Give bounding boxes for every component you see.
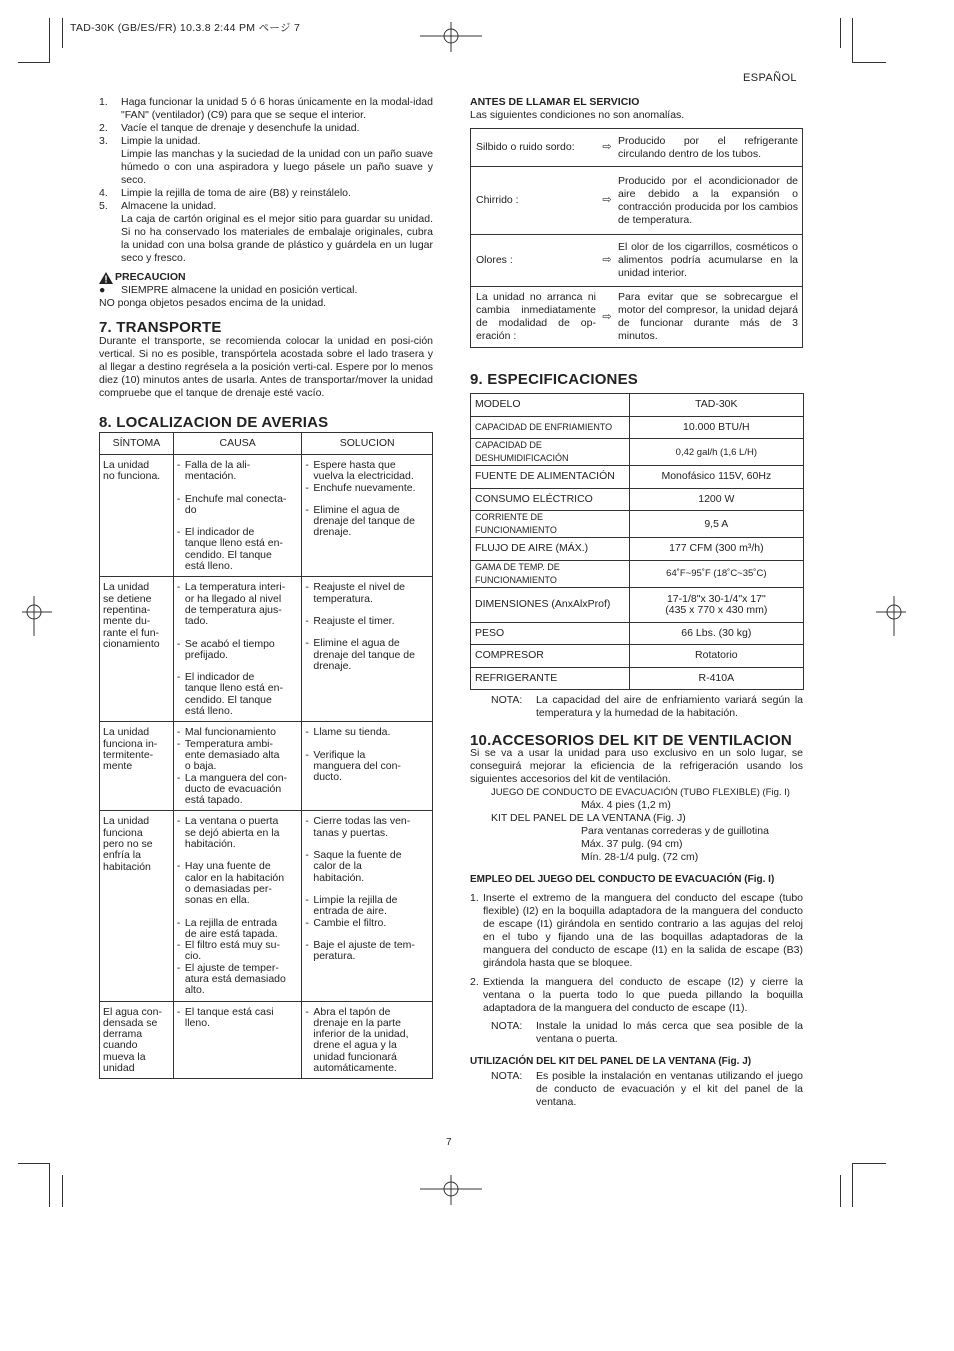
table-row	[100, 722, 433, 811]
window-kit-for: Para ventanas correderas y de guillotina	[581, 825, 769, 837]
duct-kit-max: Máx. 4 pies (1,2 m)	[581, 799, 671, 811]
service-row	[471, 129, 802, 167]
solution-item: - Reajuste el timer.	[305, 616, 429, 627]
service-title: ANTES DE LLAMAR EL SERVICIO	[470, 96, 640, 108]
solutions-list	[305, 582, 429, 672]
spec-name: CONSUMO ELÉCTRICO	[471, 488, 630, 511]
window-note-text: Es posible la instalación en ventanas utilizando el juego de conducto de evacuación y el kit del panel de la ventana.	[536, 1070, 803, 1108]
service-explanation: Para evitar que se sobrecargue el motor del compresor, la unidad dejará de funcionar durante más de 3 minutos.	[618, 291, 798, 342]
solution-cell	[302, 577, 433, 722]
solutions-list	[305, 460, 429, 539]
spec-value: 1200 W	[629, 488, 803, 511]
table-row	[471, 416, 804, 439]
crop-mark	[62, 1175, 63, 1207]
print-header: TAD-30K (GB/ES/FR) 10.3.8 2:44 PM ページ 7	[70, 22, 301, 34]
solution-item: - Abra el tapón de drenaje en la parte inferior de la unidad, drene el agua y la unidad funcionará automáticamente.	[305, 1007, 429, 1075]
step-text: Limpie la unidad. Limpie las manchas y la suciedad de la unidad con un paño suave húmedo o con una aspiradora y luego pásele un paño suave y seco.	[121, 135, 433, 186]
cause-cell	[173, 1001, 302, 1079]
cause-cell	[173, 577, 302, 722]
service-row	[471, 167, 802, 235]
registration-mark-icon	[420, 1175, 482, 1205]
specs-title: 9. ESPECIFICACIONES	[470, 371, 639, 388]
list-item	[99, 135, 433, 187]
step-text: Haga funcionar la unidad 5 ó 6 horas únicamente en la modal-idad "FAN" (ventilador) (C9) para que se seque el interior.	[121, 96, 433, 121]
spec-name: DIMENSIONES (AnxAlxProf)	[471, 587, 630, 622]
arrow-icon: ⇨	[602, 194, 612, 206]
spec-value: Rotatorio	[629, 645, 803, 668]
caution-bullet: ● SIEMPRE almacene la unidad en posición vertical.	[99, 284, 358, 296]
list-item	[99, 122, 433, 135]
duct-use-title: EMPLEO DEL JUEGO DEL CONDUCTO DE EVACUACIÓN (Fig. I)	[470, 874, 775, 885]
table-row	[471, 622, 804, 645]
table-row	[100, 455, 433, 577]
list-item	[470, 976, 803, 1015]
table-row	[471, 645, 804, 668]
step-number: 1.	[470, 892, 479, 904]
causes-list	[177, 727, 299, 806]
crop-mark	[62, 18, 63, 48]
language-label: ESPAÑOL	[743, 72, 797, 84]
troubleshoot-title: 8. LOCALIZACION DE AVERIAS	[99, 414, 329, 431]
table-row	[471, 394, 804, 417]
left-column	[99, 96, 433, 1079]
duct-kit-label: JUEGO DE CONDUCTO DE EVACUACIÓN (TUBO FLEXIBLE) (Fig. I)	[491, 787, 790, 798]
step-text: Extienda la manguera del conducto de escape (I2) y cierre la ventana o la puerta todo lo que pueda pillando la boquilla adaptadora de la manguera del conducto de escape (I1).	[483, 976, 803, 1014]
cause-item: - La ventana o puerta se dejó abierta en la habitación.	[177, 816, 299, 850]
right-column	[470, 96, 803, 1109]
solution-item: - Enchufe nuevamente.	[305, 483, 429, 494]
spec-name: CAPACIDAD DE ENFRIAMIENTO	[471, 416, 630, 439]
table-row	[471, 560, 804, 587]
symptom-cell: La unidad funciona pero no se enfría la habitación	[100, 811, 174, 1001]
spec-name: CORRIENTE DE FUNCIONAMIENTO	[471, 511, 630, 538]
crop-mark	[840, 1175, 841, 1207]
symptom-cell: La unidad se detiene repentina- mente du- rante el fun- cionamiento	[100, 577, 174, 722]
specs-table	[470, 393, 804, 690]
service-explanation: Producido por el refrigerante circulando dentro de los tubos.	[618, 134, 798, 160]
service-condition: Chirrido :	[476, 194, 519, 206]
spec-value: TAD-30K	[629, 394, 803, 417]
solution-item: - Saque la fuente de calor de la habitación.	[305, 850, 429, 884]
cause-item: - El ajuste de temper- atura está demasiado alto.	[177, 963, 299, 997]
solutions-list	[305, 1007, 429, 1075]
spec-value: 66 Lbs. (30 kg)	[629, 622, 803, 645]
table-row	[100, 811, 433, 1001]
table-row	[471, 439, 804, 466]
step-text: Almacene la unidad. La caja de cartón original es el mejor sitio para guardar su unidad. Si no ha conservado los materiales de embalaje originales, cubra la unidad con una bolsa grande de plástico y guárdela en un lugar seco y fresco.	[121, 200, 433, 264]
service-row	[471, 235, 802, 287]
solution-cell	[302, 722, 433, 811]
causes-list	[177, 816, 299, 996]
cause-item: - La manguera del con- ducto de evacuación está tapado.	[177, 773, 299, 807]
solution-item: - Elimine el agua de drenaje del tanque de drenaje.	[305, 638, 429, 672]
cause-cell	[173, 455, 302, 577]
step-number: 5.	[99, 200, 108, 212]
symptom-cell: La unidad no funciona.	[100, 455, 174, 577]
service-table	[470, 128, 803, 348]
cause-item: - Temperatura ambi- ente demasiado alta o baja.	[177, 739, 299, 773]
caution-bullet-text: SIEMPRE almacene la unidad en posición vertical.	[121, 284, 358, 296]
solutions-list	[305, 816, 429, 962]
solution-cell	[302, 1001, 433, 1079]
spec-name: FLUJO DE AIRE (MÁX.)	[471, 538, 630, 561]
table-row	[100, 577, 433, 722]
solution-item: - Baje el ajuste de tem- peratura.	[305, 940, 429, 963]
solution-item: - Limpie la rejilla de entrada de aire.	[305, 895, 429, 918]
accessories-title: 10.ACCESORIOS DEL KIT DE VENTILACION	[470, 732, 792, 749]
table-row	[471, 488, 804, 511]
causes-list	[177, 582, 299, 717]
crop-mark	[49, 1163, 50, 1207]
list-item	[470, 892, 803, 970]
solution-item: - Cambie el filtro.	[305, 918, 429, 929]
col-header-cause: CAUSA	[173, 433, 302, 455]
list-item	[99, 96, 433, 122]
arrow-icon: ⇨	[602, 254, 612, 266]
warning-icon	[99, 272, 113, 284]
solution-item: - Espere hasta que vuelva la electricidad.	[305, 460, 429, 483]
crop-mark	[852, 62, 886, 63]
storage-steps	[99, 96, 433, 265]
table-row	[471, 587, 804, 622]
cause-item: - La temperatura interi- or ha llegado al nivel de temperatura ajus- tado.	[177, 582, 299, 627]
window-kit-min: Mín. 28-1/4 pulg. (72 cm)	[581, 851, 699, 863]
caution-heading	[99, 271, 433, 284]
cause-item: - Mal funcionamiento	[177, 727, 299, 738]
solution-item: - Reajuste el nivel de temperatura.	[305, 582, 429, 605]
registration-mark-icon	[420, 22, 482, 52]
registration-mark-icon	[22, 596, 52, 636]
spec-value: 0,42 gal/h (1,6 L/H)	[629, 439, 803, 466]
specs-note	[470, 694, 803, 720]
cause-item: - El tanque está casi lleno.	[177, 1007, 299, 1030]
cause-item: - El indicador de tanque lleno está en- cendido. El tanque está lleno.	[177, 672, 299, 717]
window-note	[470, 1070, 803, 1109]
crop-mark	[852, 18, 853, 62]
window-use-title: UTILIZACIÓN DEL KIT DEL PANEL DE LA VENTANA (Fig. J)	[470, 1056, 752, 1067]
list-item	[99, 200, 433, 265]
spec-value: R-410A	[629, 667, 803, 690]
list-item	[99, 187, 433, 200]
solution-cell	[302, 455, 433, 577]
caution-title: PRECAUCION	[115, 271, 186, 283]
arrow-icon: ⇨	[602, 141, 612, 153]
cause-item: - La rejilla de entrada de aire está tapada.	[177, 918, 299, 941]
crop-mark	[18, 1163, 50, 1164]
cause-item: - Hay una fuente de calor en la habitación o demasiadas per- sonas en ella.	[177, 861, 299, 906]
page-number: 7	[446, 1137, 452, 1148]
registration-mark-icon	[876, 596, 906, 636]
duct-note-text: Instale la unidad lo más cerca que sea posible de la ventana o puerta.	[536, 1020, 803, 1045]
cause-item: - Enchufe mal conecta- do	[177, 494, 299, 517]
crop-mark	[852, 1163, 853, 1207]
duct-note-label: NOTA:	[491, 1020, 523, 1032]
step-number: 3.	[99, 135, 108, 147]
solution-item: - Cierre todas las ven- tanas y puertas.	[305, 816, 429, 839]
step-number: 4.	[99, 187, 108, 199]
cause-cell	[173, 811, 302, 1001]
symptom-cell: El agua con- densada se derrama cuando mueva la unidad	[100, 1001, 174, 1079]
table-row	[471, 466, 804, 489]
causes-list	[177, 460, 299, 572]
spec-value: Monofásico 115V, 60Hz	[629, 466, 803, 489]
service-condition: Olores :	[476, 254, 513, 266]
arrow-icon: ⇨	[602, 310, 612, 323]
step-text: Vacíe el tanque de drenaje y desenchufe la unidad.	[121, 122, 360, 134]
step-number: 2.	[470, 976, 479, 988]
step-number: 1.	[99, 96, 108, 108]
spec-name: FUENTE DE ALIMENTACIÓN	[471, 466, 630, 489]
col-header-symptom: SÍNTOMA	[100, 433, 174, 455]
accessories-intro: Si se va a usar la unidad para uso exclusivo en un solo lugar, se conseguirá mejorar la eficiencia de la refrigeración usando los siguientes accesorios del kit de ventilación.	[470, 747, 803, 785]
window-kit-max: Máx. 37 pulg. (94 cm)	[581, 838, 683, 850]
spec-value: 64˚F~95˚F (18˚C~35˚C)	[629, 560, 803, 587]
spec-value: 10.000 BTU/H	[629, 416, 803, 439]
note-label: NOTA:	[491, 694, 523, 706]
causes-list	[177, 1007, 299, 1030]
spec-value: 17-1/8"x 30-1/4"x 17" (435 x 770 x 430 mm)	[629, 587, 803, 622]
transport-title: 7. TRANSPORTE	[99, 319, 222, 336]
note-text: La capacidad del aire de enfriamiento variará según la temperatura y la humedad de la habitación.	[536, 694, 803, 719]
service-condition: Silbido o ruido sordo:	[476, 141, 575, 153]
duct-note	[470, 1020, 803, 1046]
cause-item: - El indicador de tanque lleno está en- cendido. El tanque está lleno.	[177, 527, 299, 572]
transport-text: Durante el transporte, se recomienda colocar la unidad en posi-ción vertical. Si no es posible, transpórtela acostada sobre el lado trasera y al llegar a destino regrésela a la posición verti-cal. Espere por lo menos diez (10) minutos antes de usarla. Antes de transportar/mover la unidad compruebe que el tanque de drenaje esté vacío.	[99, 335, 433, 399]
crop-mark	[852, 1163, 886, 1164]
col-header-solution: SOLUCION	[302, 433, 433, 455]
spec-name: PESO	[471, 622, 630, 645]
window-note-label: NOTA:	[491, 1070, 523, 1082]
service-row	[471, 287, 802, 347]
cause-item: - Falla de la ali- mentación.	[177, 460, 299, 483]
troubleshoot-table	[99, 432, 433, 1079]
solution-item: - Verifique la manguera del con- ducto.	[305, 750, 429, 784]
step-number: 2.	[99, 122, 108, 134]
solution-cell	[302, 811, 433, 1001]
solutions-list	[305, 727, 429, 783]
spec-name: GAMA DE TEMP. DE FUNCIONAMIENTO	[471, 560, 630, 587]
cause-item: - El filtro está muy su- cio.	[177, 940, 299, 963]
spec-name: REFRIGERANTE	[471, 667, 630, 690]
window-kit-label: KIT DEL PANEL DE LA VENTANA (Fig. J)	[491, 812, 686, 824]
table-row	[100, 1001, 433, 1079]
solution-item: - Elimine el agua de drenaje del tanque de drenaje.	[305, 505, 429, 539]
cause-cell	[173, 722, 302, 811]
step-text: Inserte el extremo de la manguera del conducto del escape (tubo flexible) (I2) en la boquilla adaptadora de la manguera del conducto de escape (I1) girándola en sentido contrario a las agujas del reloj en el tubo y fijando una de las boquillas adaptadoras de la manguera del conducto de escape (I1) en la salida de escape (B3) girándola hasta que se bloquee.	[483, 892, 803, 969]
table-row	[471, 538, 804, 561]
crop-mark	[49, 18, 50, 62]
caution-line: NO ponga objetos pesados encima de la unidad.	[99, 297, 327, 309]
service-explanation: El olor de los cigarrillos, cosméticos o alimentos podría acumularse en la unidad interior.	[618, 241, 798, 279]
service-condition: La unidad no arranca ni cambia inmediatamente de modalidad de op-eración :	[476, 291, 596, 342]
service-explanation: Producido por el acondicionador de aire debido a la expansión o contracción producida por los cambios de temperatura.	[618, 174, 798, 226]
step-text: Limpie la rejilla de toma de aire (B8) y reinstálelo.	[121, 187, 351, 199]
spec-value: 9,5 A	[629, 511, 803, 538]
spec-name: COMPRESOR	[471, 645, 630, 668]
table-row	[471, 667, 804, 690]
spec-value: 177 CFM (300 m³/h)	[629, 538, 803, 561]
spec-name: MODELO	[471, 394, 630, 417]
service-subtitle: Las siguientes condiciones no son anomalías.	[470, 109, 685, 121]
crop-mark	[840, 18, 841, 48]
crop-mark	[18, 62, 50, 63]
table-row	[471, 511, 804, 538]
spec-name: CAPACIDAD DE DESHUMIDIFICACIÓN	[471, 439, 630, 466]
duct-steps	[470, 892, 803, 1015]
cause-item: - Se acabó el tiempo prefijado.	[177, 639, 299, 662]
solution-item: - Llame su tienda.	[305, 727, 429, 738]
symptom-cell: La unidad funciona in- termitente- mente	[100, 722, 174, 811]
